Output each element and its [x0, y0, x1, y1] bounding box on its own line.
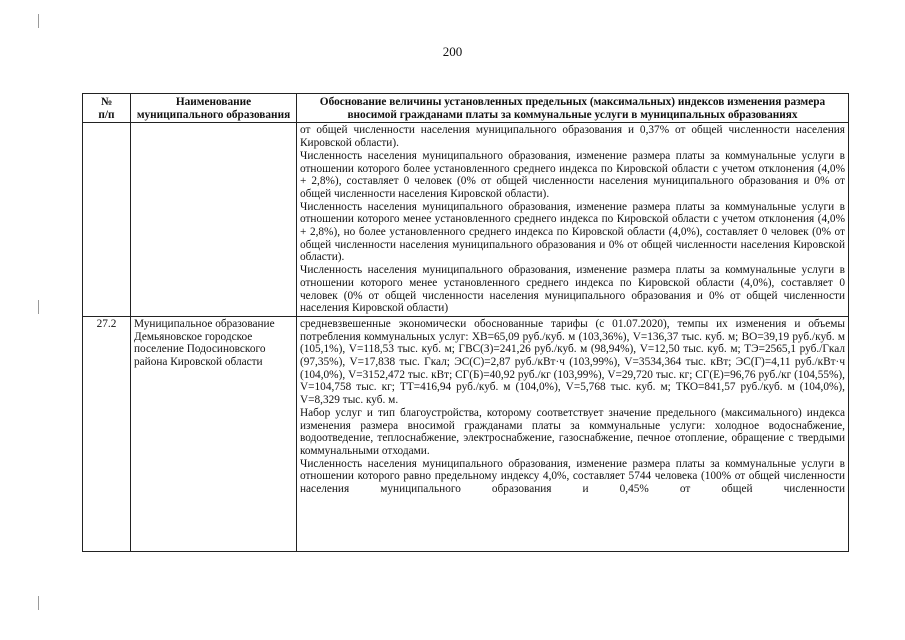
left-margin-mark-bottom — [38, 596, 39, 610]
table-header-row — [83, 94, 849, 123]
cell-justification — [297, 316, 849, 551]
table-row-27-2 — [83, 316, 849, 551]
justification-text-clip — [300, 318, 845, 550]
paragraph: Численность населения муниципального образования, изменение размера платы за коммунальные услуги в отношении которого более установленного среднего индекса по Кировской области с учетом отклонения (4,0% + 2,8%), составляет 0 человек (0% от общей численности населения муниципального образования и 0% от общей численности населения Кировской области). — [300, 149, 845, 200]
paragraph-services: Набор услуг и тип благоустройства, которому соответствует значение предельного (максимального) индекса изменения размера вносимой гражданами платы за коммунальные услуги: холодное водоснабжение, водоотведение, теплоснабжение, электроснабжение, газоснабжение, печное отопление, обращение с твердыми коммунальными отходами. — [300, 406, 845, 457]
cell-number — [83, 123, 131, 317]
paragraph-population: Численность населения муниципального образования, изменение размера платы за коммунальные услуги в отношении которого равно предельному индексу 4,0%, составляет 5744 человека (100% от общей численности населения муниципального образования и 0,45% от общей численности — [300, 457, 845, 496]
paragraph: от общей численности населения муниципального образования и 0,37% от общей численности населения Кировской области). — [300, 124, 845, 150]
left-margin-mark-middle — [38, 300, 39, 314]
paragraph: Численность населения муниципального образования, изменение размера платы за коммунальные услуги в отношении которого менее установленного среднего индекса по Кировской области с учетом отклонения (4,0% + 2,8%), но более установленного среднего индекса по Кировской области (4,0%), составляет 0 человек (0% от общей численности населения муниципального образования и 0% от общей численности населения Кировской области). — [300, 200, 845, 264]
cell-municipality-name: Муниципальное образование Демьяновское городское поселение Подосиновского района Кировской области — [131, 316, 297, 551]
paragraph-tariffs: средневзвешенные экономически обоснованные тарифы (с 01.07.2020), темпы их изменения и объемы потребления коммунальных услуг: ХВ=65,09 руб./куб. м (103,36%), V=136,37 тыс. куб. м; ВО=39,19 руб./куб. м (105,1%), V=118,53 тыс. куб. м; ГВС(З)=241,26 руб./куб. м (98,94%), V=12,50 тыс. куб. м; ТЭ=2565,1 руб./Гкал (97,35%), V=17,838 тыс. Гкал; ЭС(С)=2,87 руб./кВт·ч (103,99%), V=3534,364 тыс. кВт; ЭС(Г)=4,11 руб./кВт·ч (104,0%), V=3152,472 тыс. кВт; СГ(Б)=40,92 руб./кг (103,99%), V=29,720 тыс. кг; СГ(Е)=96,76 руб./кг (104,55%), V=104,758 тыс. кг; ТТ=416,94 руб./куб. м (104,0%), V=5,768 тыс. куб. м; ТКО=841,57 руб./куб. м (104,0%), V=8,329 тыс. куб. м. — [300, 317, 845, 407]
table-row-continuation — [83, 123, 849, 317]
header-number: № п/п — [83, 94, 131, 123]
cell-municipality-name — [131, 123, 297, 317]
left-margin-mark-top — [38, 14, 39, 28]
cell-justification — [297, 123, 849, 317]
header-justification: Обоснование величины установленных предельных (максимальных) индексов изменения размера вносимой гражданами платы за коммунальные услуги в муниципальных образованиях — [297, 94, 849, 123]
paragraph: Численность населения муниципального образования, изменение размера платы за коммунальные услуги в отношении которого менее установленного среднего индекса по Кировской области (4,0%), составляет 0 человек (0% от общей численности населения муниципального образования и 0% от общей численности населения Кировской области) — [300, 264, 845, 315]
cell-number: 27.2 — [83, 316, 131, 551]
header-municipality-name: Наименование муниципального образования — [131, 94, 297, 123]
municipal-index-table — [82, 93, 849, 552]
page-number: 200 — [442, 44, 463, 59]
